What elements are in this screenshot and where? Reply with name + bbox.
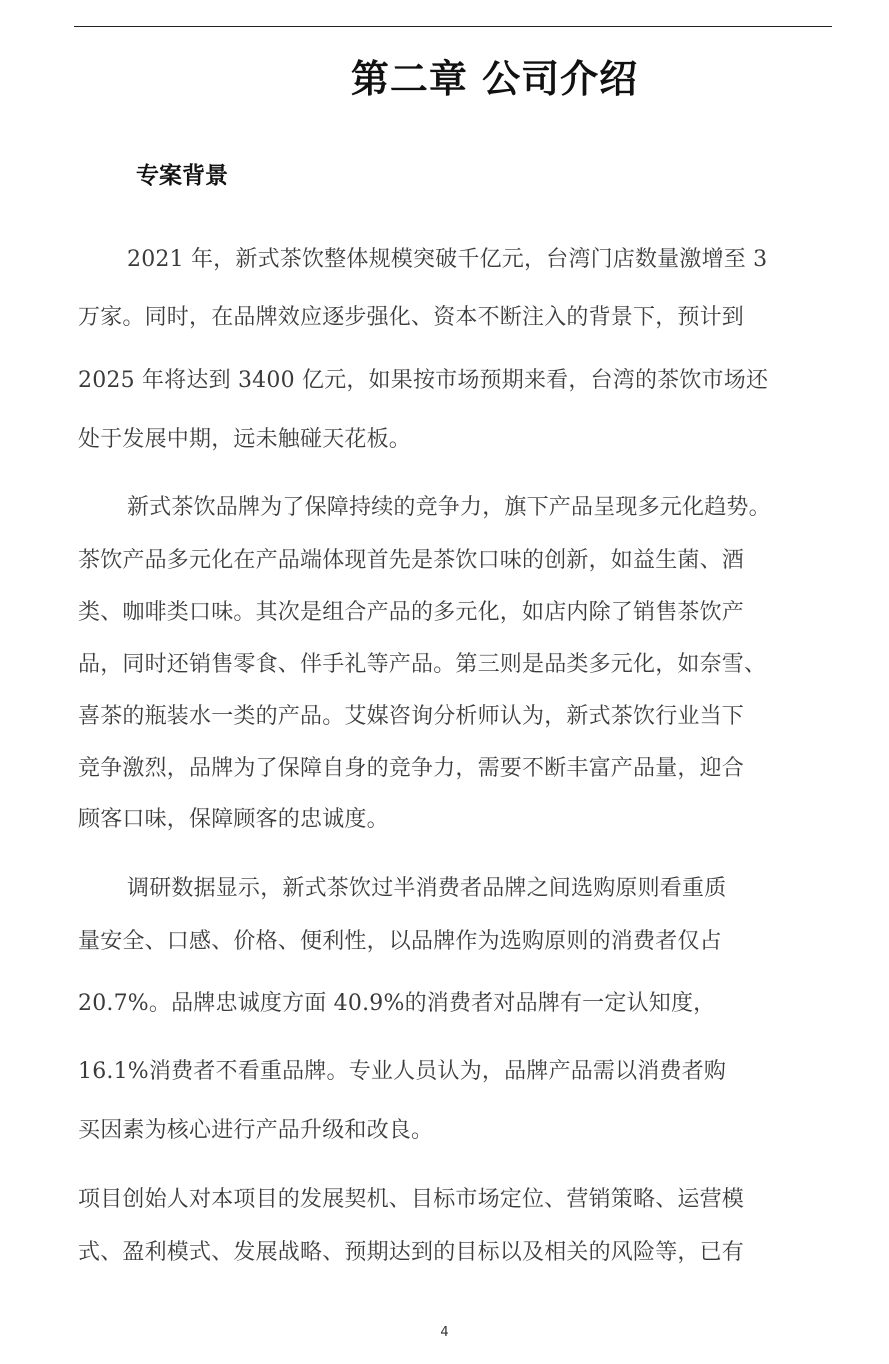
- section-heading: 专案背景: [136, 163, 228, 189]
- paragraph-2-line-5: 喜茶的瓶装水一类的产品。艾媒咨询分析师认为，新式茶饮行业当下: [78, 704, 745, 729]
- paragraph-3-line-4: 16.1%消费者不看重品牌。专业人员认为，品牌产品需以消费者购: [78, 1059, 727, 1084]
- paragraph-3-line-1: 调研数据显示，新式茶饮过半消费者品牌之间选购原则看重质: [127, 876, 727, 901]
- paragraph-1-line-2: 万家。同时，在品牌效应逐步强化、资本不断注入的背景下，预计到: [78, 305, 745, 330]
- paragraph-3-line-2: 量安全、口感、价格、便利性，以品牌作为选购原则的消费者仅占: [78, 929, 722, 954]
- paragraph-2-line-7: 顾客口味，保障顾客的忠诚度。: [78, 807, 389, 832]
- paragraph-3-line-3: 20.7%。品牌忠诚度方面 40.9%的消费者对品牌有一定认知度，: [78, 991, 716, 1016]
- paragraph-1-line-3: 2025 年将达到 3400 亿元，如果按市场预期来看，台湾的茶饮市场还: [78, 368, 769, 393]
- paragraph-4-line-2: 式、盈利模式、发展战略、预期达到的目标以及相关的风险等，已有: [78, 1240, 745, 1265]
- paragraph-2-line-3: 类、咖啡类口味。其次是组合产品的多元化，如店内除了销售茶饮产: [78, 600, 745, 625]
- paragraph-1-line-4: 处于发展中期，远未触碰天花板。: [78, 427, 412, 452]
- paragraph-2-line-4: 品，同时还销售零食、伴手礼等产品。第三则是品类多元化，如奈雪、: [78, 652, 767, 677]
- page-number: 4: [440, 1325, 449, 1340]
- header-rule: [74, 26, 832, 27]
- chapter-title: 第二章 公司介绍: [350, 57, 639, 101]
- paragraph-3-line-5: 买因素为核心进行产品升级和改良。: [78, 1118, 434, 1143]
- paragraph-2-line-6: 竞争激烈，品牌为了保障自身的竞争力，需要不断丰富产品量，迎合: [78, 756, 745, 781]
- paragraph-2-line-1: 新式茶饮品牌为了保障持续的竞争力，旗下产品呈现多元化趋势。: [127, 495, 771, 520]
- paragraph-4-line-1: 项目创始人对本项目的发展契机、目标市场定位、营销策略、运营模: [78, 1187, 745, 1212]
- paragraph-2-line-2: 茶饮产品多元化在产品端体现首先是茶饮口味的创新，如益生菌、酒: [78, 548, 745, 573]
- paragraph-1-line-1: 2021 年，新式茶饮整体规模突破千亿元，台湾门店数量激增至 3: [127, 247, 768, 272]
